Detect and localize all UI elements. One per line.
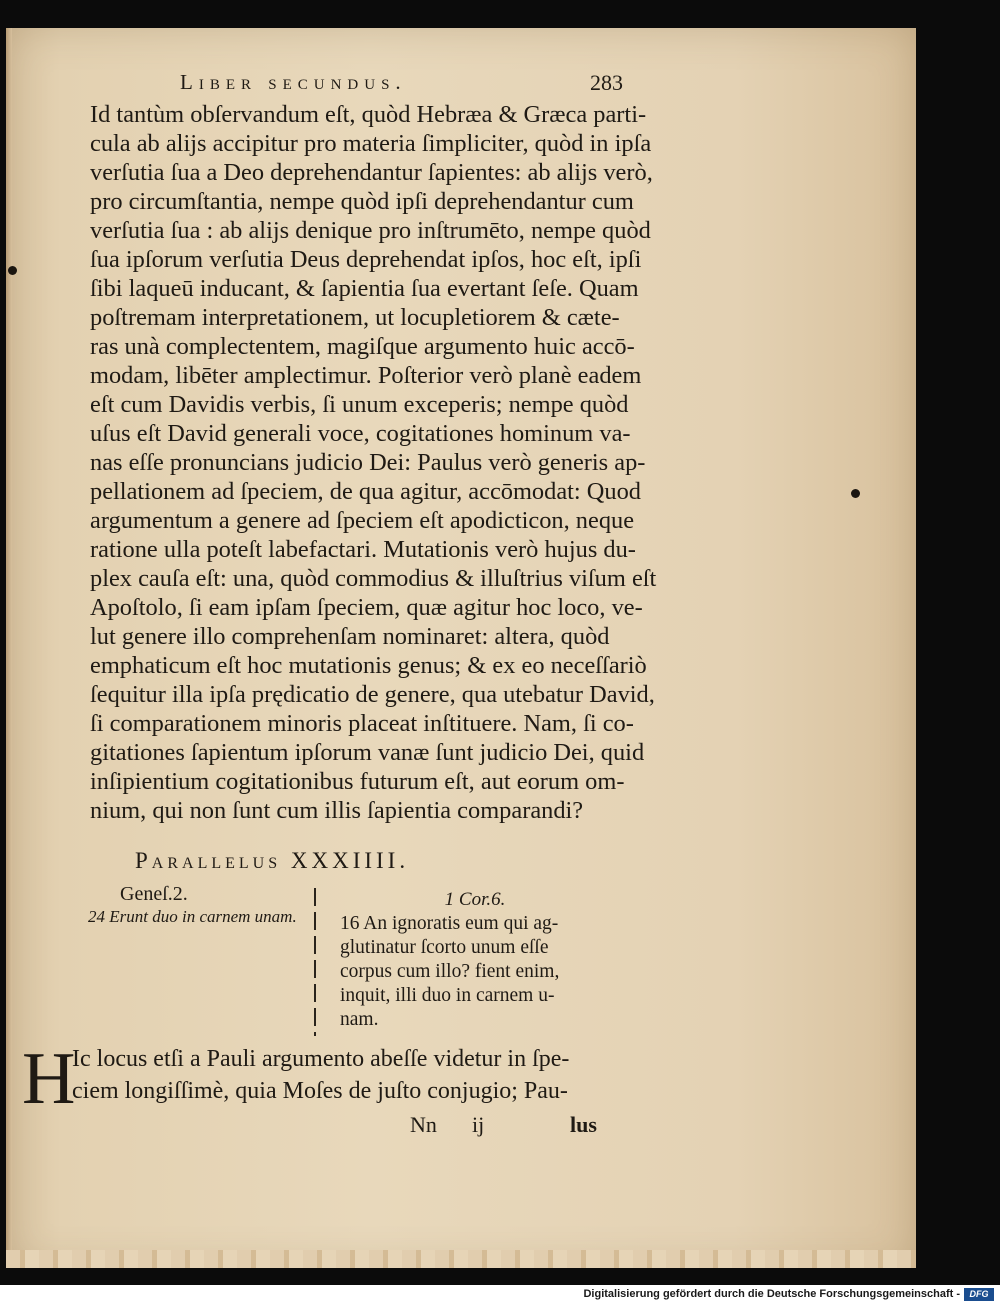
- column-divider: [314, 888, 316, 1036]
- text-line: uſus eſt David generali voce, cogitationes hominum va-: [90, 420, 631, 447]
- text-line: ſi comparationem minoris placeat inſtituere. Nam, ſi co-: [90, 710, 634, 737]
- parallel-heading: Parallelus XXXIIII.: [135, 848, 410, 873]
- parallel-right-column: [340, 888, 610, 1032]
- ink-spot: [851, 489, 860, 498]
- page-gutter-edge: [6, 28, 12, 1268]
- text-line: ratione ulla poteſt labefactari. Mutationis verò hujus du-: [90, 536, 636, 563]
- text-line: gitationes ſapientum ipſorum vanæ ſunt judicio Dei, quid: [90, 739, 645, 766]
- text-line: Apoſtolo, ſi eam ipſam ſpeciem, quæ agitur hoc loco, ve-: [90, 594, 643, 621]
- dfg-logo-icon: DFG: [964, 1288, 994, 1301]
- text-line: ſibi laqueū inducant, & ſapientia ſua evertant ſeſe. Quam: [90, 275, 639, 302]
- text-line: ſequitur illa ipſa prędicatio de genere, qua utebatur David,: [90, 681, 655, 708]
- text-line: inſipientium cogitationibus futurum eſt, aut eorum om-: [90, 768, 625, 795]
- parallel-left-column: [88, 882, 308, 928]
- text-line: argumentum a genere ad ſpeciem eſt apodicticon, neque: [90, 507, 635, 534]
- text-line: poſtremam interpretationem, ut locupletiorem & cæte-: [90, 304, 620, 331]
- catchword: lus: [570, 1112, 597, 1137]
- running-head: [180, 70, 623, 100]
- right-verse-line: nam.: [340, 1009, 379, 1030]
- left-reference: Geneſ.2.: [120, 883, 188, 905]
- left-verse: 24 Erunt duo in carnem unam.: [88, 907, 297, 926]
- text-line: modam, libēter amplectimur. Poſterior verò planè eadem: [90, 362, 642, 389]
- text-line: Ic locus etſi a Pauli argumento abeſſe videtur in ſpe-: [72, 1046, 570, 1072]
- ink-spot: [8, 266, 17, 275]
- text-line: verſutia ſua : ab alijs denique pro inſtrumēto, nempe quòd: [90, 217, 651, 244]
- text-line: nas eſſe pronuncians judicio Dei: Paulus verò generis ap-: [90, 449, 646, 476]
- text-line: ſua ipſorum verſutia Deus deprehendat ipſos, hoc eſt, ipſi: [90, 246, 642, 273]
- text-line: pro circumſtantia, nempe quòd ipſi deprehendantur cum: [90, 188, 634, 215]
- signature-mark: Nn: [410, 1112, 437, 1137]
- main-text: [90, 100, 657, 825]
- text-line: emphaticum eſt hoc mutationis genus; & ex eo neceſſariò: [90, 652, 647, 679]
- text-line: nium, qui non ſunt cum illis ſapientia comparandi?: [90, 797, 584, 824]
- right-reference: 1 Cor.6.: [444, 889, 506, 910]
- text-line: verſutia ſua a Deo deprehendantur ſapientes: ab alijs verò,: [90, 159, 653, 186]
- right-verse-line: corpus cum illo? fient enim,: [340, 961, 560, 982]
- running-head-title: Liber secundus.: [180, 70, 407, 94]
- footer-credit: Digitalisierung gefördert durch die Deutsche Forschungsgemeinschaft -: [583, 1288, 960, 1300]
- text-line: plex cauſa eſt: una, quòd commodius & illuſtrius viſum eſt: [90, 565, 657, 592]
- text-line: lut genere illo comprehenſam nominaret: altera, quòd: [90, 623, 610, 650]
- right-verse-line: glutinatur ſcorto unum eſſe: [340, 937, 549, 958]
- text-line: cula ab alijs accipitur pro materia ſimpliciter, quòd in ipſa: [90, 130, 652, 157]
- signature-page: ij: [472, 1112, 485, 1137]
- text-line: ras unà complectentem, magiſque argumento huic accō-: [90, 333, 635, 360]
- page-bottom-edge: [6, 1250, 916, 1268]
- text-line: eſt cum Davidis verbis, ſi unum exceperis; nempe quòd: [90, 391, 629, 418]
- footer-bar: [0, 1285, 1000, 1305]
- page-number: 283: [590, 70, 623, 95]
- signature-row: [410, 1112, 610, 1142]
- text-line: ciem longiſſimè, quia Moſes de juſto conjugio; Pau-: [72, 1078, 568, 1104]
- right-verse-line: inquit, illi duo in carnem u-: [340, 985, 555, 1006]
- text-line: pellationem ad ſpeciem, de qua agitur, accōmodat: Quod: [90, 478, 642, 505]
- text-line: Id tantùm obſervandum eſt, quòd Hebræa & Græca parti-: [90, 101, 647, 128]
- right-verse-line: 16 An ignoratis eum qui ag-: [340, 913, 559, 934]
- drop-cap: H: [22, 1038, 76, 1120]
